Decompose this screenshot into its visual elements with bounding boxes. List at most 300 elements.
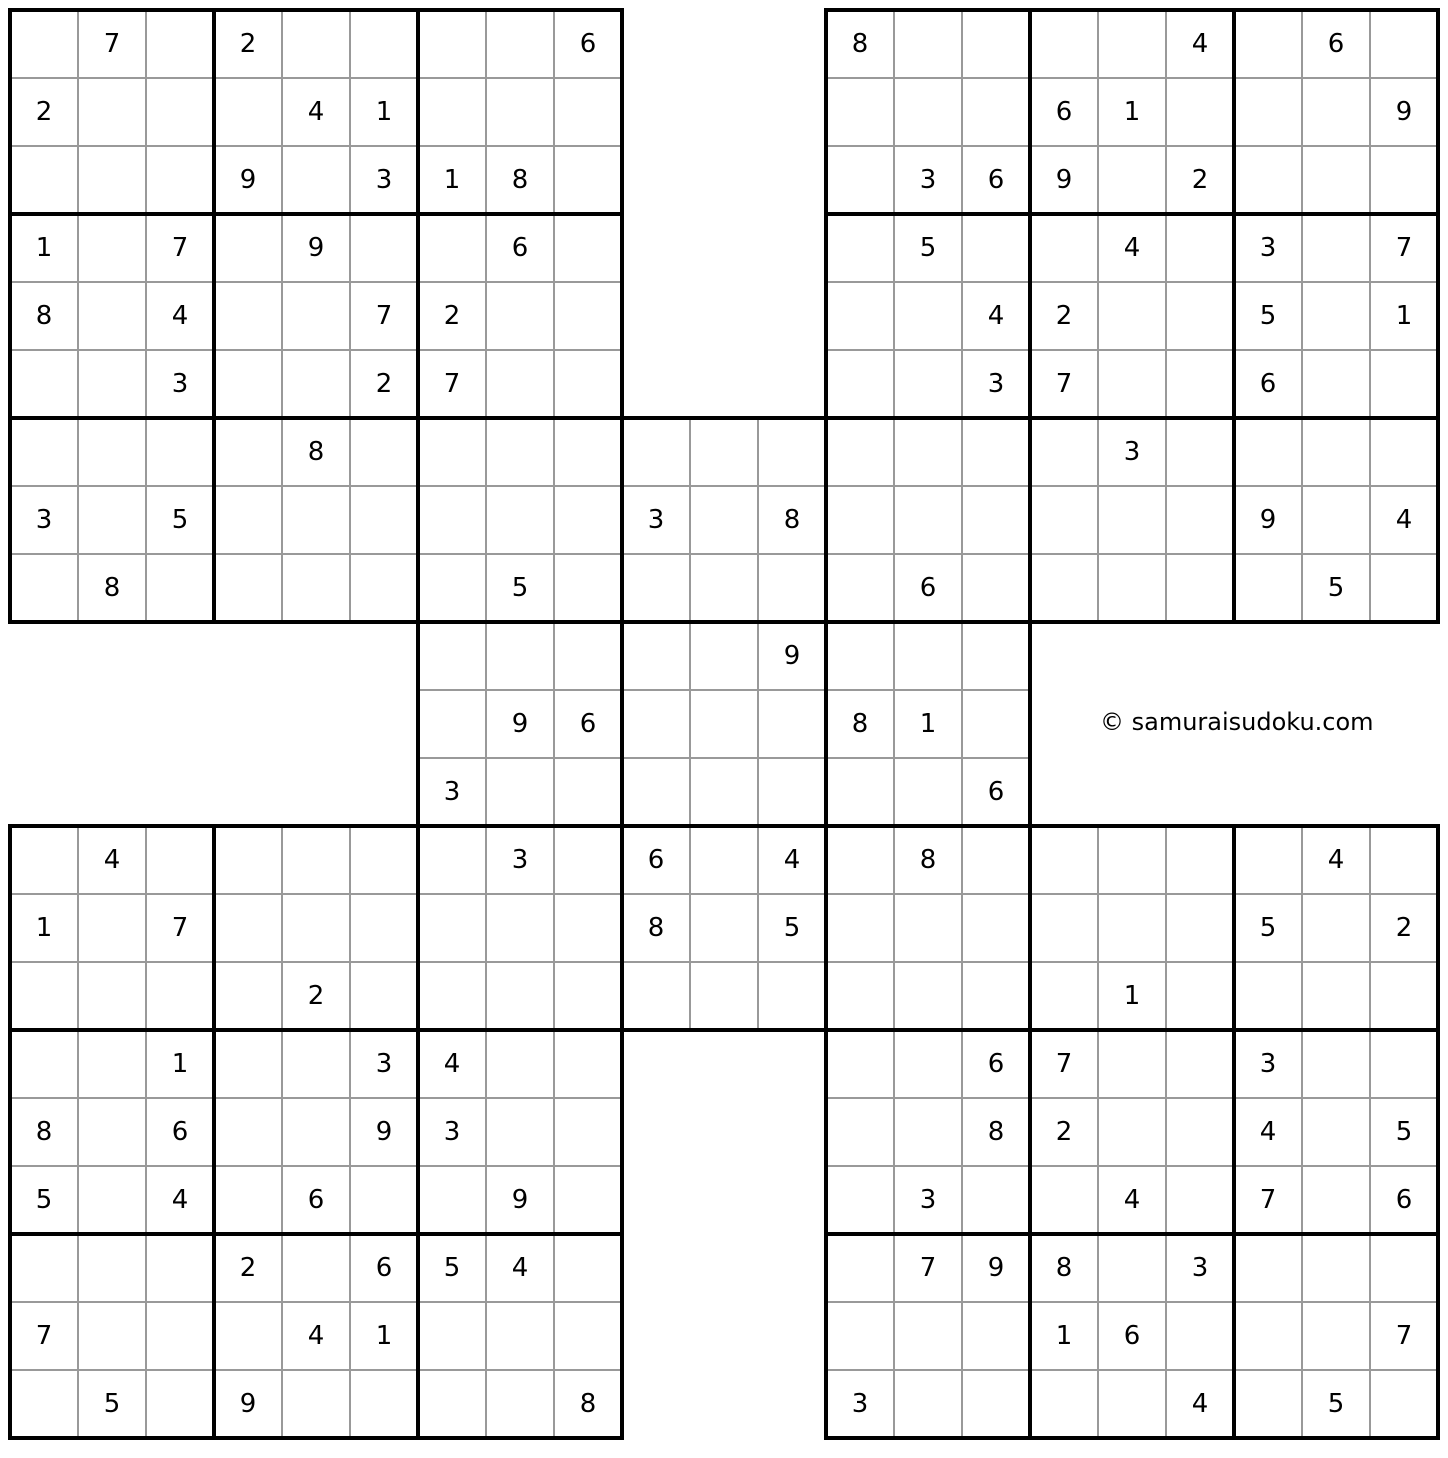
sudoku-cell[interactable] [826, 350, 894, 418]
sudoku-cell[interactable] [1098, 1234, 1166, 1302]
sudoku-cell[interactable] [1098, 10, 1166, 78]
sudoku-cell[interactable] [962, 894, 1030, 962]
given-digit: 7 [375, 301, 393, 331]
sudoku-cell[interactable] [282, 894, 350, 962]
sudoku-cell[interactable] [282, 1098, 350, 1166]
sudoku-cell[interactable] [1098, 1030, 1166, 1098]
sudoku-cell[interactable] [1166, 1302, 1234, 1370]
sudoku-cell[interactable] [418, 894, 486, 962]
sudoku-cell[interactable] [486, 282, 554, 350]
sudoku-cell[interactable] [1302, 1166, 1370, 1234]
sudoku-cell[interactable] [10, 1030, 78, 1098]
given-digit: 9 [1395, 97, 1413, 127]
sudoku-cell[interactable] [78, 350, 146, 418]
sudoku-cell[interactable] [758, 554, 826, 622]
sudoku-cell[interactable] [486, 1302, 554, 1370]
sudoku-cell[interactable] [214, 1302, 282, 1370]
sudoku-cell[interactable] [554, 758, 622, 826]
sudoku-cell[interactable] [554, 486, 622, 554]
sudoku-cell[interactable] [214, 554, 282, 622]
sudoku-cell[interactable] [1030, 214, 1098, 282]
sudoku-cell[interactable] [214, 962, 282, 1030]
sudoku-cell[interactable] [78, 1166, 146, 1234]
sudoku-cell[interactable] [418, 214, 486, 282]
sudoku-cell[interactable] [826, 78, 894, 146]
sudoku-cell[interactable] [282, 1234, 350, 1302]
sudoku-cell[interactable] [350, 894, 418, 962]
sudoku-cell[interactable] [282, 350, 350, 418]
given-digit: 1 [919, 709, 937, 739]
sudoku-cell[interactable] [214, 78, 282, 146]
sudoku-cell[interactable] [214, 894, 282, 962]
sudoku-cell[interactable] [1098, 554, 1166, 622]
sudoku-cell[interactable] [418, 1166, 486, 1234]
sudoku-cell[interactable] [418, 1370, 486, 1438]
sudoku-cell[interactable] [146, 1234, 214, 1302]
sudoku-cell[interactable] [894, 350, 962, 418]
sudoku-cell[interactable] [962, 622, 1030, 690]
given-digit: 1 [171, 1049, 189, 1079]
sudoku-cell[interactable] [826, 1302, 894, 1370]
given-digit: 4 [1123, 233, 1141, 263]
sudoku-cell[interactable] [214, 1098, 282, 1166]
sudoku-cell[interactable] [1302, 418, 1370, 486]
sudoku-cell[interactable] [894, 486, 962, 554]
sudoku-cell[interactable] [282, 486, 350, 554]
sudoku-cell[interactable] [1234, 1234, 1302, 1302]
sudoku-cell[interactable] [78, 1098, 146, 1166]
sudoku-cell[interactable] [418, 622, 486, 690]
sudoku-cell[interactable] [690, 622, 758, 690]
sudoku-cell[interactable] [962, 1302, 1030, 1370]
sudoku-cell[interactable] [690, 826, 758, 894]
sudoku-cell[interactable] [1234, 1302, 1302, 1370]
sudoku-cell[interactable] [1302, 962, 1370, 1030]
given-digit: 8 [1055, 1253, 1073, 1283]
sudoku-cell[interactable] [78, 146, 146, 214]
given-digit: 4 [783, 845, 801, 875]
sudoku-cell[interactable] [690, 418, 758, 486]
sudoku-cell[interactable] [146, 146, 214, 214]
sudoku-cell[interactable] [418, 690, 486, 758]
sudoku-cell[interactable] [214, 1030, 282, 1098]
sudoku-cell[interactable] [826, 894, 894, 962]
sudoku-cell[interactable] [418, 962, 486, 1030]
sudoku-cell[interactable] [554, 418, 622, 486]
sudoku-cell[interactable] [10, 826, 78, 894]
sudoku-cell[interactable] [826, 1166, 894, 1234]
sudoku-cell[interactable] [1234, 78, 1302, 146]
sudoku-cell[interactable] [826, 1030, 894, 1098]
sudoku-cell[interactable] [350, 214, 418, 282]
sudoku-cell[interactable] [350, 486, 418, 554]
sudoku-cell[interactable] [1370, 350, 1438, 418]
given-digit: 4 [171, 1185, 189, 1215]
sudoku-cell[interactable] [1030, 1370, 1098, 1438]
sudoku-cell[interactable] [146, 826, 214, 894]
given-digit: 4 [103, 845, 121, 875]
sudoku-cell[interactable] [1234, 418, 1302, 486]
sudoku-cell[interactable] [486, 622, 554, 690]
sudoku-cell[interactable] [214, 214, 282, 282]
sudoku-cell[interactable] [1166, 1030, 1234, 1098]
sudoku-cell[interactable] [282, 554, 350, 622]
sudoku-cell[interactable] [1098, 1370, 1166, 1438]
sudoku-cell[interactable] [1234, 1370, 1302, 1438]
given-digit: 5 [783, 913, 801, 943]
sudoku-cell[interactable] [486, 1030, 554, 1098]
sudoku-cell[interactable] [1166, 214, 1234, 282]
given-digit: 5 [35, 1185, 53, 1215]
sudoku-cell[interactable] [1166, 962, 1234, 1030]
given-digit: 5 [919, 233, 937, 263]
sudoku-cell[interactable] [1370, 10, 1438, 78]
sudoku-cell[interactable] [1166, 894, 1234, 962]
sudoku-cell[interactable] [1030, 894, 1098, 962]
sudoku-cell[interactable] [486, 894, 554, 962]
given-digit: 3 [35, 505, 53, 535]
sudoku-cell[interactable] [78, 1302, 146, 1370]
given-digit: 8 [647, 913, 665, 943]
sudoku-cell[interactable] [1302, 214, 1370, 282]
given-digit: 6 [171, 1117, 189, 1147]
sudoku-cell[interactable] [826, 622, 894, 690]
sudoku-cell[interactable] [214, 826, 282, 894]
sudoku-cell[interactable] [554, 282, 622, 350]
sudoku-cell[interactable] [1302, 1302, 1370, 1370]
sudoku-cell[interactable] [554, 622, 622, 690]
given-digit: 2 [35, 97, 53, 127]
given-digit: 6 [987, 777, 1005, 807]
sudoku-cell[interactable] [622, 690, 690, 758]
sudoku-cell[interactable] [554, 1166, 622, 1234]
sudoku-cell[interactable] [418, 10, 486, 78]
sudoku-cell[interactable] [894, 1370, 962, 1438]
sudoku-cell[interactable] [10, 350, 78, 418]
sudoku-cell[interactable] [962, 486, 1030, 554]
sudoku-cell[interactable] [418, 486, 486, 554]
given-digit: 3 [443, 777, 461, 807]
given-digit: 9 [1259, 505, 1277, 535]
sudoku-cell[interactable] [894, 894, 962, 962]
sudoku-cell[interactable] [554, 146, 622, 214]
sudoku-cell[interactable] [962, 10, 1030, 78]
given-digit: 1 [1055, 1321, 1073, 1351]
sudoku-cell[interactable] [1370, 1234, 1438, 1302]
sudoku-cell[interactable] [1098, 146, 1166, 214]
sudoku-cell[interactable] [418, 418, 486, 486]
sudoku-cell[interactable] [826, 282, 894, 350]
sudoku-cell[interactable] [10, 554, 78, 622]
sudoku-cell[interactable] [1370, 962, 1438, 1030]
given-digit: 4 [987, 301, 1005, 331]
sudoku-cell[interactable] [1030, 486, 1098, 554]
given-digit: 4 [1259, 1117, 1277, 1147]
sudoku-cell[interactable] [146, 962, 214, 1030]
sudoku-cell[interactable] [1030, 1166, 1098, 1234]
sudoku-cell[interactable] [282, 10, 350, 78]
sudoku-cell[interactable] [1302, 1098, 1370, 1166]
sudoku-cell[interactable] [78, 894, 146, 962]
sudoku-cell[interactable] [1166, 78, 1234, 146]
sudoku-cell[interactable] [1234, 826, 1302, 894]
sudoku-cell[interactable] [350, 554, 418, 622]
sudoku-cell[interactable] [826, 1098, 894, 1166]
sudoku-cell[interactable] [10, 146, 78, 214]
sudoku-cell[interactable] [1098, 826, 1166, 894]
sudoku-cell[interactable] [554, 894, 622, 962]
sudoku-cell[interactable] [350, 1166, 418, 1234]
sudoku-cell[interactable] [282, 1030, 350, 1098]
sudoku-cell[interactable] [554, 78, 622, 146]
sudoku-cell[interactable] [1166, 1166, 1234, 1234]
sudoku-cell[interactable] [554, 962, 622, 1030]
sudoku-cell[interactable] [486, 1370, 554, 1438]
sudoku-cell[interactable] [894, 962, 962, 1030]
sudoku-cell[interactable] [10, 418, 78, 486]
sudoku-cell[interactable] [554, 1302, 622, 1370]
sudoku-cell[interactable] [486, 10, 554, 78]
sudoku-cell[interactable] [1370, 1030, 1438, 1098]
sudoku-cell[interactable] [1370, 826, 1438, 894]
sudoku-cell[interactable] [1234, 962, 1302, 1030]
sudoku-cell[interactable] [418, 78, 486, 146]
sudoku-cell[interactable] [1166, 826, 1234, 894]
given-digit: 7 [1395, 233, 1413, 263]
given-digit: 1 [375, 97, 393, 127]
sudoku-cell[interactable] [486, 486, 554, 554]
sudoku-cell[interactable] [962, 78, 1030, 146]
sudoku-cell[interactable] [418, 554, 486, 622]
sudoku-cell[interactable] [214, 1166, 282, 1234]
sudoku-cell[interactable] [1166, 418, 1234, 486]
sudoku-cell[interactable] [690, 690, 758, 758]
sudoku-cell[interactable] [282, 1370, 350, 1438]
sudoku-cell[interactable] [486, 418, 554, 486]
sudoku-cell[interactable] [894, 1302, 962, 1370]
given-digit: 9 [511, 709, 529, 739]
sudoku-cell[interactable] [1234, 146, 1302, 214]
sudoku-cell[interactable] [1098, 1098, 1166, 1166]
given-digit: 6 [511, 233, 529, 263]
sudoku-cell[interactable] [486, 1098, 554, 1166]
sudoku-cell[interactable] [1302, 78, 1370, 146]
sudoku-cell[interactable] [894, 78, 962, 146]
sudoku-cell[interactable] [78, 486, 146, 554]
sudoku-cell[interactable] [1098, 486, 1166, 554]
sudoku-cell[interactable] [10, 1234, 78, 1302]
sudoku-cell[interactable] [214, 350, 282, 418]
given-digit: 7 [443, 369, 461, 399]
sudoku-cell[interactable] [894, 1098, 962, 1166]
sudoku-cell[interactable] [758, 690, 826, 758]
sudoku-cell[interactable] [146, 554, 214, 622]
sudoku-cell[interactable] [282, 282, 350, 350]
sudoku-cell[interactable] [690, 758, 758, 826]
sudoku-cell[interactable] [962, 418, 1030, 486]
sudoku-cell[interactable] [10, 1370, 78, 1438]
sudoku-cell[interactable] [554, 1030, 622, 1098]
sudoku-cell[interactable] [826, 962, 894, 1030]
sudoku-cell[interactable] [1166, 1098, 1234, 1166]
sudoku-cell[interactable] [622, 758, 690, 826]
sudoku-cell[interactable] [554, 350, 622, 418]
sudoku-cell[interactable] [826, 826, 894, 894]
given-digit: 8 [919, 845, 937, 875]
sudoku-cell[interactable] [1166, 282, 1234, 350]
sudoku-cell[interactable] [10, 10, 78, 78]
sudoku-cell[interactable] [826, 214, 894, 282]
given-digit: 5 [511, 573, 529, 603]
sudoku-cell[interactable] [282, 826, 350, 894]
sudoku-cell[interactable] [690, 894, 758, 962]
sudoku-cell[interactable] [894, 758, 962, 826]
sudoku-cell[interactable] [1098, 894, 1166, 962]
sudoku-cell[interactable] [962, 962, 1030, 1030]
sudoku-cell[interactable] [1030, 554, 1098, 622]
sudoku-cell[interactable] [282, 146, 350, 214]
sudoku-cell[interactable] [758, 418, 826, 486]
sudoku-cell[interactable] [1302, 350, 1370, 418]
sudoku-cell[interactable] [894, 622, 962, 690]
sudoku-cell[interactable] [350, 826, 418, 894]
sudoku-cell[interactable] [146, 418, 214, 486]
sudoku-cell[interactable] [486, 962, 554, 1030]
sudoku-cell[interactable] [826, 1234, 894, 1302]
given-digit: 6 [1123, 1321, 1141, 1351]
sudoku-cell[interactable] [1302, 1234, 1370, 1302]
sudoku-cell[interactable] [894, 10, 962, 78]
given-digit: 6 [579, 29, 597, 59]
sudoku-cell[interactable] [486, 758, 554, 826]
sudoku-cell[interactable] [758, 962, 826, 1030]
sudoku-cell[interactable] [1370, 146, 1438, 214]
sudoku-cell[interactable] [1098, 282, 1166, 350]
sudoku-cell[interactable] [78, 282, 146, 350]
sudoku-cell[interactable] [78, 78, 146, 146]
sudoku-cell[interactable] [962, 1370, 1030, 1438]
sudoku-cell[interactable] [78, 418, 146, 486]
sudoku-cell[interactable] [146, 78, 214, 146]
sudoku-cell[interactable] [418, 1302, 486, 1370]
sudoku-cell[interactable] [962, 690, 1030, 758]
sudoku-cell[interactable] [690, 554, 758, 622]
sudoku-cell[interactable] [486, 78, 554, 146]
sudoku-cell[interactable] [826, 758, 894, 826]
sudoku-cell[interactable] [1302, 894, 1370, 962]
sudoku-cell[interactable] [826, 554, 894, 622]
sudoku-cell[interactable] [1030, 10, 1098, 78]
given-digit: 7 [103, 29, 121, 59]
sudoku-cell[interactable] [1098, 350, 1166, 418]
sudoku-cell[interactable] [894, 1030, 962, 1098]
sudoku-cell[interactable] [350, 10, 418, 78]
sudoku-cell[interactable] [1370, 418, 1438, 486]
sudoku-cell[interactable] [1302, 146, 1370, 214]
given-digit: 6 [1327, 29, 1345, 59]
sudoku-cell[interactable] [554, 554, 622, 622]
given-digit: 9 [307, 233, 325, 263]
given-digit: 4 [1123, 1185, 1141, 1215]
sudoku-cell[interactable] [554, 1098, 622, 1166]
sudoku-cell[interactable] [554, 826, 622, 894]
sudoku-cell[interactable] [350, 962, 418, 1030]
sudoku-cell[interactable] [486, 350, 554, 418]
given-digit: 3 [1259, 1049, 1277, 1079]
given-digit: 7 [1055, 1049, 1073, 1079]
given-digit: 1 [1123, 97, 1141, 127]
sudoku-cell[interactable] [622, 622, 690, 690]
sudoku-cell[interactable] [826, 146, 894, 214]
sudoku-cell[interactable] [146, 1370, 214, 1438]
sudoku-cell[interactable] [214, 418, 282, 486]
sudoku-cell[interactable] [894, 418, 962, 486]
sudoku-cell[interactable] [78, 962, 146, 1030]
sudoku-cell[interactable] [554, 214, 622, 282]
sudoku-cell[interactable] [214, 282, 282, 350]
sudoku-cell[interactable] [758, 758, 826, 826]
sudoku-cell[interactable] [78, 1030, 146, 1098]
sudoku-cell[interactable] [622, 554, 690, 622]
given-digit: 8 [783, 505, 801, 535]
sudoku-cell[interactable] [1234, 10, 1302, 78]
sudoku-cell[interactable] [894, 282, 962, 350]
sudoku-cell[interactable] [554, 1234, 622, 1302]
sudoku-cell[interactable] [10, 962, 78, 1030]
sudoku-cell[interactable] [1370, 1370, 1438, 1438]
sudoku-cell[interactable] [146, 1302, 214, 1370]
sudoku-cell[interactable] [962, 554, 1030, 622]
sudoku-cell[interactable] [214, 486, 282, 554]
sudoku-cell[interactable] [1166, 486, 1234, 554]
sudoku-cell[interactable] [1030, 962, 1098, 1030]
sudoku-cell[interactable] [1302, 282, 1370, 350]
given-digit: 4 [307, 1321, 325, 1351]
sudoku-cell[interactable] [622, 962, 690, 1030]
given-digit: 1 [443, 165, 461, 195]
given-digit: 8 [103, 573, 121, 603]
sudoku-cell[interactable] [1302, 486, 1370, 554]
sudoku-cell[interactable] [962, 1166, 1030, 1234]
sudoku-cell[interactable] [350, 1370, 418, 1438]
sudoku-cell[interactable] [78, 214, 146, 282]
sudoku-cell[interactable] [1030, 826, 1098, 894]
sudoku-cell[interactable] [962, 214, 1030, 282]
sudoku-cell[interactable] [146, 10, 214, 78]
sudoku-cell[interactable] [690, 486, 758, 554]
sudoku-cell[interactable] [622, 418, 690, 486]
given-digit: 1 [1395, 301, 1413, 331]
sudoku-cell[interactable] [1234, 554, 1302, 622]
sudoku-cell[interactable] [1166, 554, 1234, 622]
given-digit: 8 [851, 709, 869, 739]
sudoku-cell[interactable] [826, 486, 894, 554]
sudoku-cell[interactable] [1166, 350, 1234, 418]
given-digit: 2 [1055, 1117, 1073, 1147]
given-digit: 1 [1123, 981, 1141, 1011]
sudoku-cell[interactable] [826, 418, 894, 486]
sudoku-cell[interactable] [78, 1234, 146, 1302]
given-digit: 6 [1055, 97, 1073, 127]
sudoku-cell[interactable] [1302, 1030, 1370, 1098]
given-digit: 9 [511, 1185, 529, 1215]
sudoku-cell[interactable] [690, 962, 758, 1030]
sudoku-cell[interactable] [1030, 418, 1098, 486]
sudoku-cell[interactable] [1370, 554, 1438, 622]
sudoku-cell[interactable] [418, 826, 486, 894]
sudoku-cell[interactable] [350, 418, 418, 486]
sudoku-cell[interactable] [962, 826, 1030, 894]
